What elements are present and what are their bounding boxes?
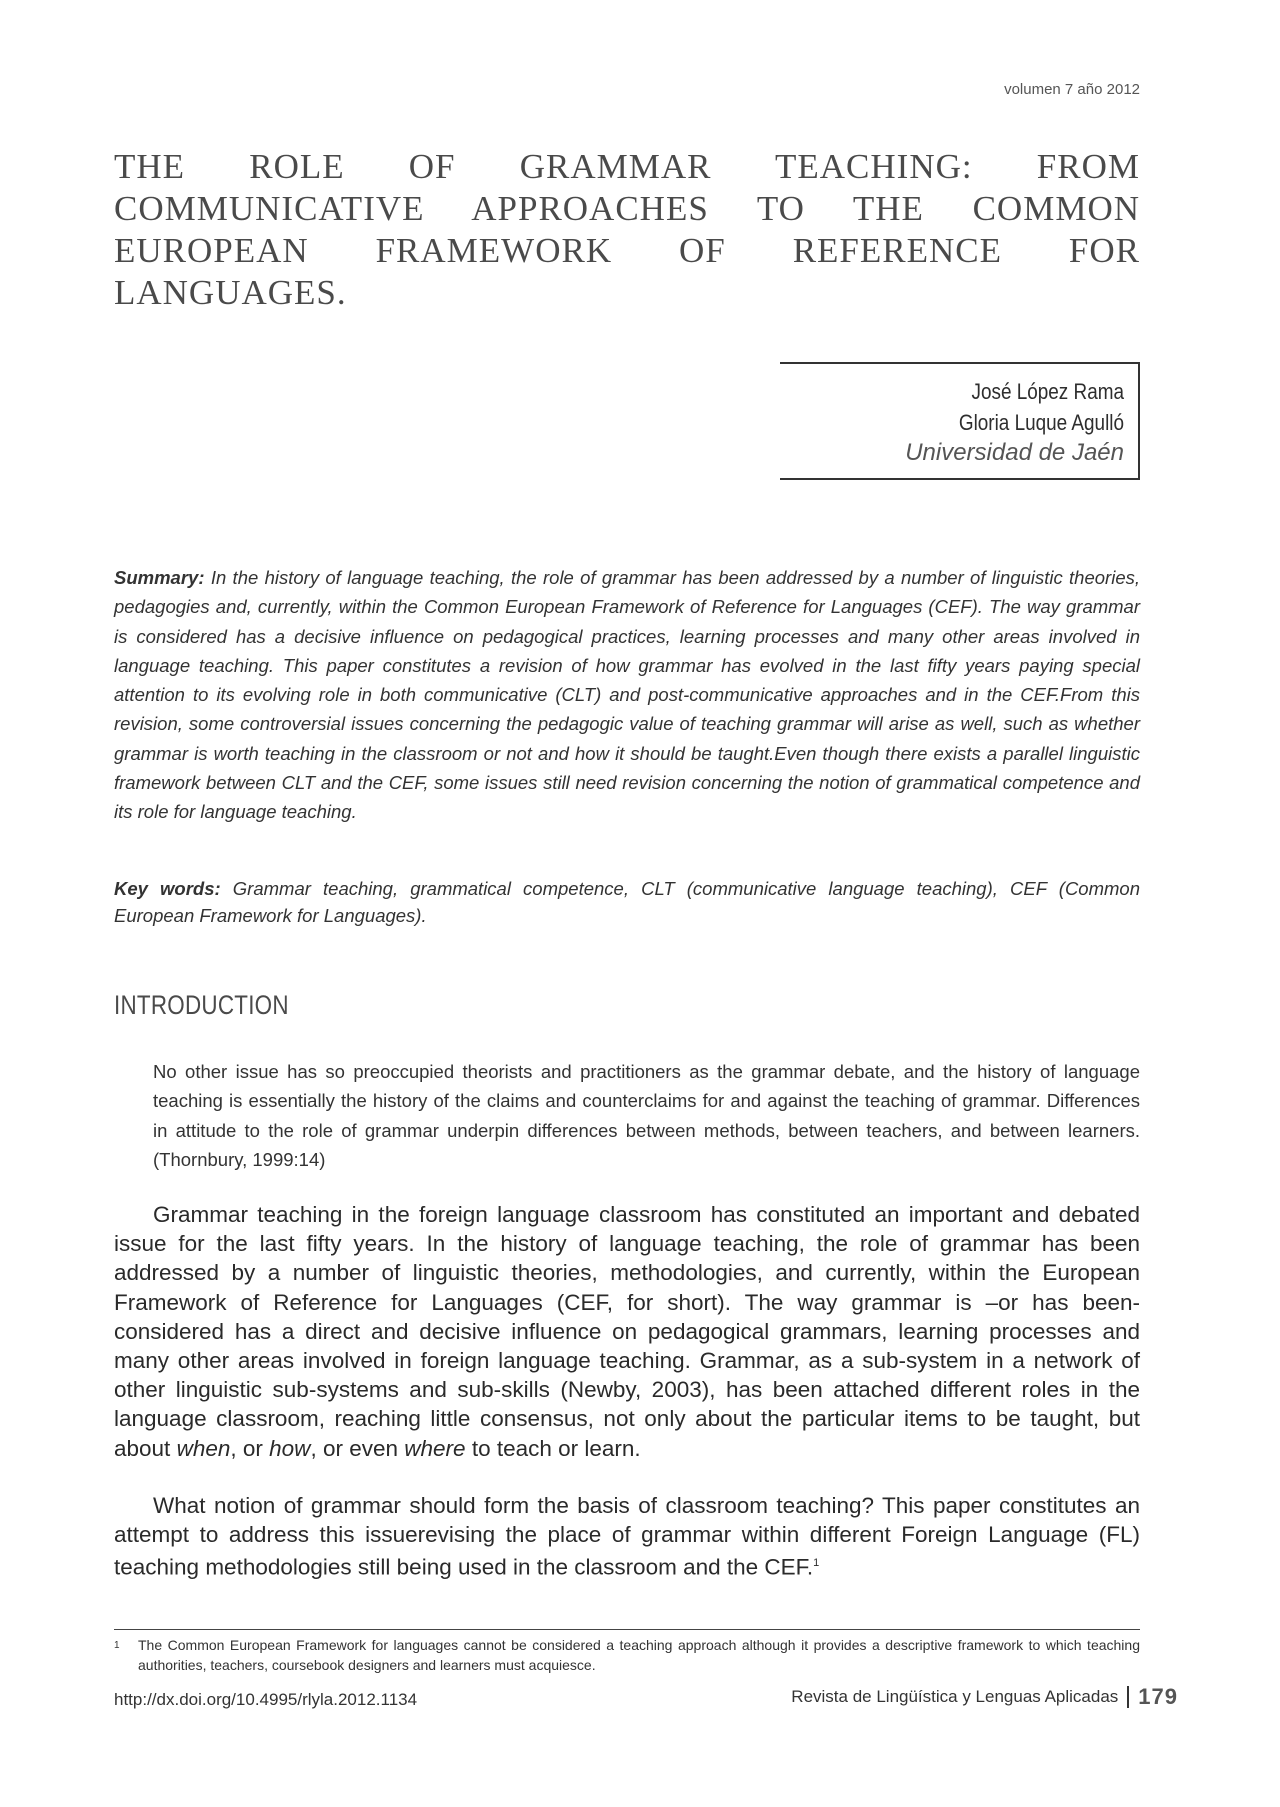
- p1-main-text: Grammar teaching in the foreign language classroom has constituted an important and debated issue for the last fifty years. In the history of language teaching, the role of grammar has been addressed by a number of linguistic theories, methodologies, and currently, within the European Framework of Reference for Languages (CEF, for short). The way grammar is –or has been- considered has a direct and decisive influence on pedagogical grammars, learning processes and many other areas involved in foreign language teaching. Grammar, as a sub-system in a network of other linguistic sub-systems and sub-skills (Newby, 2003), has been attached different roles in the language classroom, reaching little consensus, not only about the particular items to be taught, but about: [114, 1202, 1140, 1461]
- body-paragraph-1: [114, 1200, 1140, 1463]
- author-affiliation: Universidad de Jaén: [905, 439, 1124, 466]
- p1-em-how: how: [269, 1435, 311, 1461]
- p1-em-where: where: [404, 1435, 466, 1461]
- p1-text-or-1: , or: [230, 1435, 263, 1461]
- page-number: 179: [1138, 1684, 1178, 1709]
- doi-link[interactable]: http://dx.doi.org/10.4995/rlyla.2012.1134: [114, 1690, 418, 1709]
- section-heading-introduction: INTRODUCTION: [114, 990, 289, 1020]
- footnote-text: The Common European Framework for languages cannot be considered a teaching approach although it provides a descriptive framework to which teaching authorities, teachers, coursebook designers and learners must acquiesce.: [138, 1637, 1140, 1673]
- keywords: [114, 876, 1140, 929]
- keywords-label: Key words:: [114, 878, 221, 899]
- journal-name: Revista de Lingüística y Lenguas Aplicadas: [791, 1686, 1129, 1708]
- footnote: [114, 1636, 1140, 1675]
- author-name-2: Gloria Luque Agulló: [958, 410, 1124, 435]
- author-box: [780, 362, 1140, 480]
- page-footer: [791, 1684, 1178, 1710]
- body-paragraph-2: [114, 1491, 1140, 1582]
- footnote-divider: [114, 1629, 1140, 1630]
- summary-text: In the history of language teaching, the role of grammar has been addressed by a number of linguistic theories, pedagogies and, currently, within the Common European Framework of Reference for Languages (CEF). The way grammar is considered has a decisive influence on pedagogical practices, learning processes and many other areas involved in language teaching. This paper constitutes a revision of how grammar has evolved in the last fifty years paying special attention to its evolving role in both communicative (CLT) and post-communicative approaches and in the CEF.From this revision, some controversial issues concerning the pedagogic value of teaching grammar will arise as well, such as whether grammar is worth teaching in the classroom or not and how it should be taught.Even though there exists a parallel linguistic framework between CLT and the CEF, some issues still need revision concerning the notion of grammatical competence and its role for language teaching.: [114, 567, 1140, 823]
- summary-abstract: [114, 563, 1140, 827]
- keywords-text: Grammar teaching, grammatical competence, CLT (communicative language teaching), CEF (Common European Framework for Languages).: [114, 878, 1140, 926]
- footnote-reference[interactable]: 1: [813, 1557, 820, 1570]
- volume-label: volumen 7 año 2012: [1004, 81, 1140, 98]
- p1-end-text: to teach or learn.: [471, 1435, 641, 1461]
- p1-em-when: when: [176, 1435, 231, 1461]
- author-name-1: José López Rama: [971, 379, 1124, 404]
- footnote-mark: 1: [114, 1640, 120, 1651]
- block-quote: No other issue has so preoccupied theorists and practitioners as the grammar debate, and the history of language teaching is essentially the history of the claims and counterclaims for and against the teaching of grammar. Differences in attitude to the role of grammar underpin differences between methods, between teachers, and between learners. (Thornbury, 1999:14): [153, 1061, 1140, 1170]
- p1-text-or-2: , or even: [310, 1435, 398, 1461]
- paper-title: THE ROLE OF GRAMMAR TEACHING: FROM COMMUNICATIVE APPROACHES TO THE COMMON EUROPEAN FRAMEWORK OF REFERENCE FOR LANGUAGES.: [114, 147, 1140, 312]
- p2-text: What notion of grammar should form the basis of classroom teaching? This paper constitutes an attempt to address this issuerevising the place of grammar within different Foreign Language (FL) teaching methodologies still being used in the classroom and the CEF.: [114, 1493, 1140, 1580]
- summary-label: Summary:: [114, 567, 205, 588]
